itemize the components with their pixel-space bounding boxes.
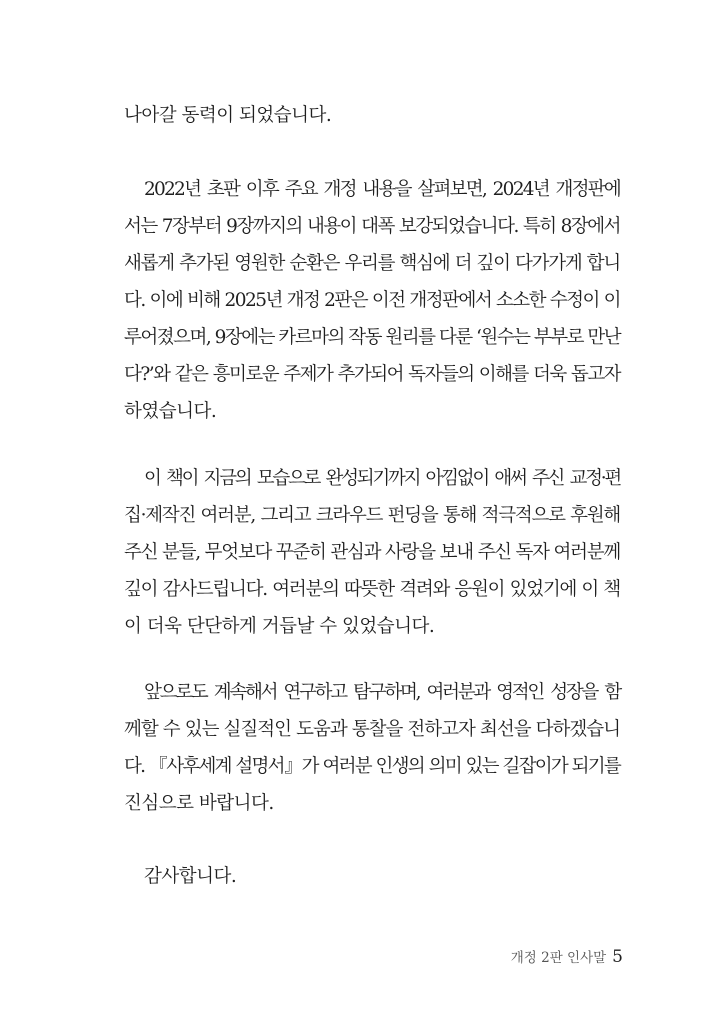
text-line: 께할 수 있는 실질적인 도움과 통찰을 전하고자 최선을 다하겠습니 xyxy=(124,719,620,740)
paragraph-acknowledgements xyxy=(124,460,620,645)
text-line: 새롭게 추가된 영원한 순환은 우리를 핵심에 더 깊이 다가가게 합니 xyxy=(124,253,620,274)
text-line: 집·제작진 여러분, 그리고 크라우드 펀딩을 통해 적극적으로 후원해 xyxy=(124,505,620,526)
running-title: 개정 2판 인사말 xyxy=(510,950,607,966)
text-line: 다?’와 같은 흥미로운 주제가 추가되어 독자들의 이해를 더욱 돕고자 xyxy=(124,364,620,385)
text-line: 깊이 감사드립니다. 여러분의 따뜻한 격려와 응원이 있었기에 이 책 xyxy=(124,579,620,600)
text-line: 이 더욱 단단하게 거듭날 수 있었습니다. xyxy=(124,616,435,637)
text-line: 서는 7장부터 9장까지의 내용이 대폭 보강되었습니다. 특히 8장에서 xyxy=(124,216,620,237)
text-line: 이 책이 지금의 모습으로 완성되기까지 아낌없이 애써 주신 교정·편 xyxy=(144,468,620,489)
text-line: 주신 분들, 무엇보다 꾸준히 관심과 사랑을 보내 주신 독자 여러분께 xyxy=(124,542,620,563)
paragraph-revision-history xyxy=(124,171,620,430)
paragraph-closing-thanks xyxy=(124,858,620,895)
text-line: 2022년 초판 이후 주요 개정 내용을 살펴보면, 2024년 개정판에 xyxy=(144,179,620,200)
text-line: 앞으로도 계속해서 연구하고 탐구하며, 여러분과 영적인 성장을 함 xyxy=(144,682,620,703)
text-line: 하였습니다. xyxy=(124,401,217,422)
paragraph-future-commitment xyxy=(124,674,620,822)
page-footer xyxy=(511,946,623,967)
text-line: 다. 이에 비해 2025년 개정 2판은 이전 개정판에서 소소한 수정이 이 xyxy=(124,290,620,311)
text-line: 루어졌으며, 9장에는 카르마의 작동 원리를 다룬 ‘원수는 부부로 만난 xyxy=(124,327,621,348)
text-line: 다. 『사후세계 설명서』가 여러분 인생의 의미 있는 길잡이가 되기를 xyxy=(124,756,620,777)
page-number: 5 xyxy=(612,947,623,967)
paragraph-continuation xyxy=(124,97,620,134)
text-line: 나아갈 동력이 되었습니다. xyxy=(124,105,332,126)
text-line: 진심으로 바랍니다. xyxy=(124,793,274,814)
text-line: 감사합니다. xyxy=(144,866,237,887)
